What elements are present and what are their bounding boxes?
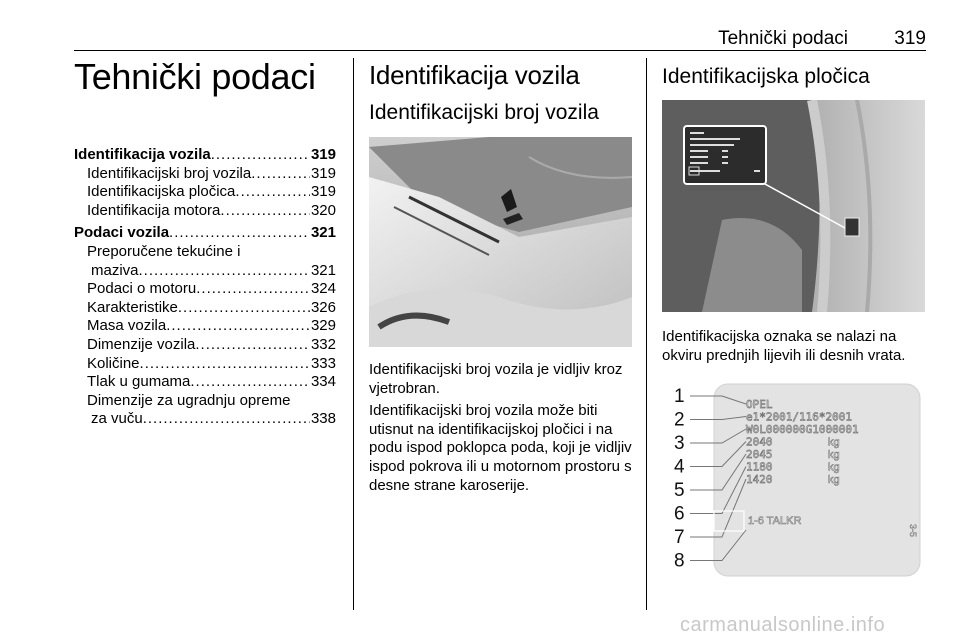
chapter-title: Tehnički podaci	[74, 56, 316, 97]
plate-callout-number: 5	[674, 480, 685, 501]
plate-unit: kg	[828, 436, 840, 449]
door-frame-plate-photo	[662, 100, 925, 312]
vehicle-identification-section	[369, 60, 635, 495]
toc-entry[interactable]	[74, 165, 336, 184]
toc-entry[interactable]	[74, 373, 336, 392]
identification-plate-diagram	[662, 378, 925, 581]
plate-footer-right: 3-5	[908, 524, 918, 538]
plate-text-line: 1180	[746, 460, 773, 474]
plate-section-title: Identifikacijska pločica	[662, 65, 870, 88]
plate-callout-number: 3	[674, 433, 685, 454]
column-divider	[353, 58, 354, 610]
header-page-number: 319	[894, 28, 926, 49]
toc-dot-leader	[195, 336, 310, 355]
plate-text-line: 2045	[746, 448, 773, 461]
table-of-contents	[74, 146, 336, 429]
chapter-contents	[74, 56, 336, 429]
toc-entry-page: 334	[310, 373, 336, 391]
toc-entry-label: Količine	[87, 354, 140, 372]
toc-dot-leader	[211, 146, 310, 165]
toc-entry-label: Identifikacija vozila	[74, 146, 211, 163]
plate-text-line: OPEL	[746, 398, 773, 411]
toc-entry-page: 321	[310, 224, 336, 242]
toc-entry-page: 319	[310, 183, 336, 201]
toc-entry-label: Identifikacijska pločica	[87, 183, 236, 201]
toc-entry[interactable]	[74, 392, 336, 411]
toc-entry-label: Dimenzije za ugradnju opreme	[87, 391, 291, 409]
toc-dot-leader	[196, 280, 310, 299]
toc-dot-leader	[139, 262, 310, 281]
plate-callout-number: 7	[674, 527, 685, 548]
column-divider	[646, 58, 647, 610]
plate-text-line: W0L000000G1000001	[746, 423, 859, 436]
toc-entry-page: 332	[310, 335, 336, 353]
toc-entry[interactable]	[74, 262, 336, 281]
toc-dot-leader	[178, 299, 310, 318]
toc-entry-label: Karakteristike	[87, 298, 178, 316]
toc-entry[interactable]	[74, 336, 336, 355]
identification-plate-section	[662, 60, 928, 365]
watermark: carmanualsonline.info	[680, 614, 886, 636]
windshield-vin-photo	[369, 137, 632, 347]
toc-dot-leader	[220, 202, 310, 221]
toc-entry[interactable]	[74, 202, 336, 221]
toc-entry-page: 319	[310, 164, 336, 182]
toc-entry[interactable]	[74, 299, 336, 318]
toc-entry-label: za vuču	[91, 410, 143, 428]
toc-entry[interactable]	[74, 243, 336, 262]
toc-entry-page: 338	[310, 410, 336, 428]
toc-dot-leader	[143, 410, 310, 429]
toc-entry-label: Podaci o motoru	[87, 280, 197, 298]
plate-unit: kg	[828, 449, 840, 461]
toc-entry-label: Dimenzije vozila	[87, 335, 196, 353]
toc-dot-leader	[166, 317, 310, 336]
section-title: Identifikacija vozila	[369, 60, 580, 90]
toc-entry-page: 321	[310, 261, 336, 279]
toc-entry[interactable]	[74, 146, 336, 165]
toc-dot-leader	[190, 373, 310, 392]
toc-entry-page: 319	[310, 146, 336, 163]
toc-entry[interactable]	[74, 317, 336, 336]
toc-entry[interactable]	[74, 410, 336, 429]
toc-entry-page: 326	[310, 298, 336, 316]
vin-paragraph-2: Identifikacijski broj vozila može biti utisnut na identifikacijskoj pločici i na podu ispod poklopca poda, koji je vidljiv ispod pokrova ili u motornom prostoru s desne strane karoserije.	[369, 402, 632, 494]
toc-entry-page: 329	[310, 317, 336, 335]
toc-entry-page: 333	[310, 354, 336, 372]
plate-text-line: e1*2001/116*2001	[746, 410, 852, 424]
toc-entry-label: maziva	[91, 261, 139, 279]
toc-entry[interactable]	[74, 280, 336, 299]
plate-location-paragraph: Identifikacijska oznaka se nalazi na okviru prednjih lijevih ili desnih vrata.	[662, 328, 906, 364]
plate-callout-number: 8	[674, 550, 685, 572]
toc-entry-page: 324	[310, 280, 336, 298]
plate-callout-number: 4	[674, 456, 685, 478]
toc-dot-leader	[140, 355, 310, 374]
plate-footer-left: 1-6 TALKR	[748, 515, 802, 527]
vin-paragraph-1: Identifikacijski broj vozila je vidljiv kroz vjetrobran.	[369, 361, 623, 397]
toc-entry-page: 320	[310, 201, 336, 219]
plate-callout-number: 1	[674, 386, 685, 407]
toc-entry[interactable]	[74, 183, 336, 202]
running-header	[74, 28, 926, 51]
toc-entry-label: Masa vozila	[87, 317, 167, 335]
toc-dot-leader	[251, 165, 310, 184]
plate-callout-number: 6	[674, 503, 685, 525]
toc-entry-label: Preporučene tekućine i	[87, 242, 241, 260]
toc-entry-label: Tlak u gumama	[87, 373, 191, 391]
plate-unit: kg	[828, 461, 840, 474]
toc-entry[interactable]	[74, 355, 336, 374]
toc-dot-leader	[169, 224, 310, 243]
plate-text-line: 1420	[746, 473, 773, 486]
toc-entry[interactable]	[74, 224, 336, 243]
plate-unit: kg	[828, 474, 840, 486]
toc-entry-label: Identifikacija motora	[87, 201, 221, 219]
vin-subtitle: Identifikacijski broj vozila	[369, 101, 599, 124]
toc-entry-label: Identifikacijski broj vozila	[87, 164, 252, 182]
plate-text-line: 2040	[746, 435, 773, 449]
header-title: Tehnički podaci	[718, 28, 848, 49]
toc-dot-leader	[235, 183, 310, 202]
toc-entry-label: Podaci vozila	[74, 224, 170, 242]
plate-callout-number: 2	[674, 409, 685, 431]
